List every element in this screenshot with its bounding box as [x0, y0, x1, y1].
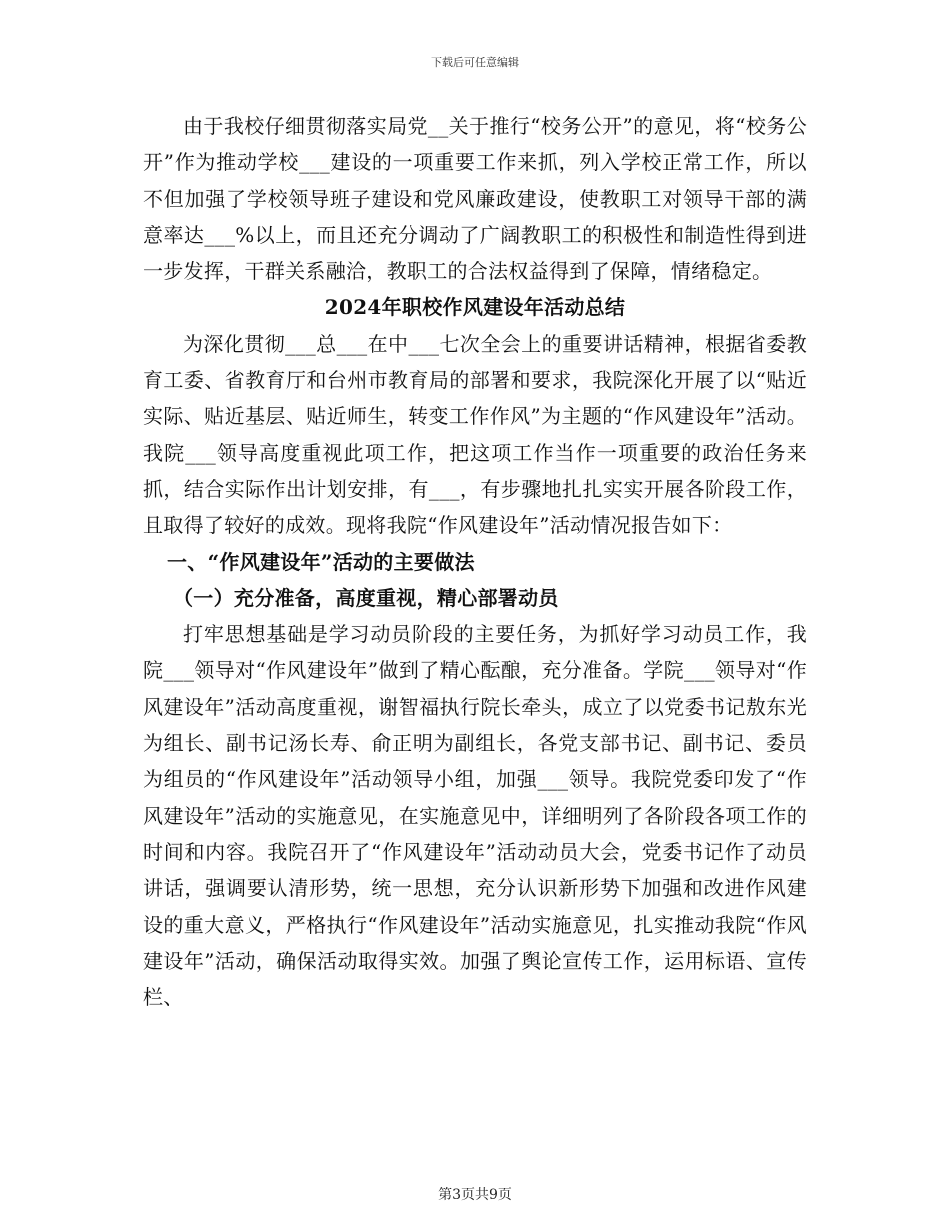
subsection-heading-preparation: （一）充分准备，高度重视，精心部署动员: [173, 585, 559, 610]
page-number: 第3页共9页: [438, 1187, 512, 1203]
document-body: [143, 108, 807, 1015]
paragraph-preparation-details: 打牢思想基础是学习动员阶段的主要任务，为抓好学习动员工作，我院___领导对“作风建设年”做到了精心酝酿，充分准备。学院___领导对“作风建设年”活动高度重视，谢智福执行院长牵头，成立了以党委书记敖东光为组长、副书记汤长寿、俞正明为副组长，各党支部书记、副书记、委员为组员的“作风建设年”活动领导小组，加强___领导。我院党委印发了“作风建设年”活动的实施意见，在实施意见中，详细明列了各阶段各项工作的时间和内容。我院召开了“作风建设年”活动动员大会，党委书记作了动员讲话，强调要认清形势，统一思想，充分认识新形势下加强和改进作风建设的重大意义，严格执行“作风建设年”活动实施意见，扎实推动我院“作风建设年”活动，确保活动取得实效。加强了舆论宣传工作，运用标语、宣传栏、: [143, 622, 807, 1010]
page-header: 下载后可任意编辑: [431, 56, 519, 69]
section-heading-main-practices: 一、“作风建设年”活动的主要做法: [167, 549, 475, 574]
document-title: 2024年职校作风建设年活动总结: [324, 295, 626, 320]
paragraph-school-affairs: 由于我校仔细贯彻落实局党__关于推行“校务公开”的意见，将“校务公开”作为推动学校___建设的一项重要工作来抓，列入学校正常工作，所以不但加强了学校领导班子建设和党风廉政建设，使教职工对领导干部的满意率达___%以上，而且还充分调动了广阔教职工的积极性和制造性得到进一步发挥，干群关系融洽，教职工的合法权益得到了保障，情绪稳定。: [143, 114, 807, 284]
paragraph-introduction: 为深化贯彻___总___在中___七次全会上的重要讲话精神，根据省委教育工委、省教育厅和台州市教育局的部署和要求，我院深化开展了以“贴近实际、贴近基层、贴近师生，转变工作作风”为主题的“作风建设年”活动。我院___领导高度重视此项工作，把这项工作当作一项重要的政治任务来抓，结合实际作出计划安排，有___，有步骤地扎扎实实开展各阶段工作，且取得了较好的成效。现将我院“作风建设年”活动情况报告如下：: [143, 331, 807, 538]
